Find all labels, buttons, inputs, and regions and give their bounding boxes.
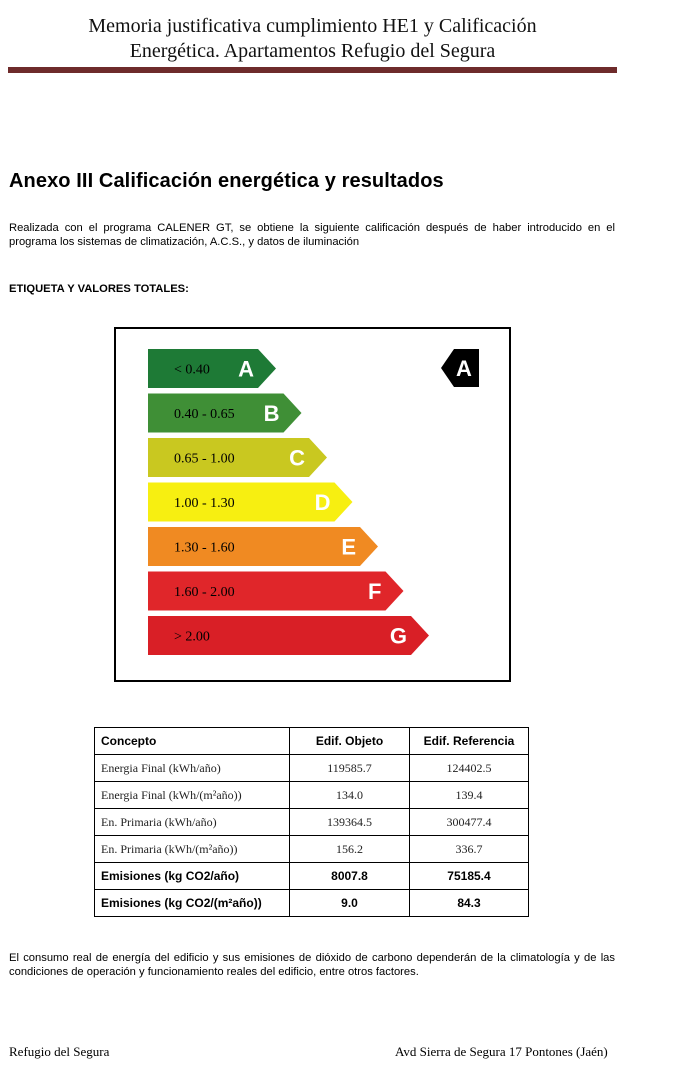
row-referencia: 124402.5 bbox=[410, 755, 529, 782]
intro-paragraph: Realizada con el programa CALENER GT, se obtiene la siguiente calificación después de haber introducido en el programa los sistemas de climatización, A.C.S., y datos de iluminación bbox=[9, 222, 615, 248]
energy-band-b bbox=[148, 394, 302, 433]
energy-band-letter: B bbox=[263, 401, 280, 426]
header-edif-referencia: Edif. Referencia bbox=[410, 728, 529, 755]
results-table bbox=[94, 727, 529, 917]
header-edif-objeto: Edif. Objeto bbox=[290, 728, 410, 755]
table-row bbox=[95, 809, 529, 836]
table-header-row bbox=[95, 728, 529, 755]
document-header bbox=[0, 14, 625, 64]
row-objeto: 9.0 bbox=[290, 890, 410, 917]
energy-band-range: < 0.40 bbox=[174, 362, 210, 378]
table-row bbox=[95, 890, 529, 917]
row-objeto: 119585.7 bbox=[290, 755, 410, 782]
row-referencia: 75185.4 bbox=[410, 863, 529, 890]
energy-band-range: 1.30 - 1.60 bbox=[174, 540, 235, 556]
energy-band-d bbox=[148, 483, 353, 522]
header-divider bbox=[8, 67, 617, 73]
row-objeto: 134.0 bbox=[290, 782, 410, 809]
energy-band-letter: C bbox=[289, 445, 305, 471]
row-referencia: 84.3 bbox=[410, 890, 529, 917]
energy-band-a bbox=[148, 349, 276, 388]
label-subheading: ETIQUETA Y VALORES TOTALES: bbox=[9, 283, 189, 295]
energy-band-letter: D bbox=[314, 490, 331, 515]
energy-band-range: 1.00 - 1.30 bbox=[174, 496, 235, 511]
footer-left: Refugio del Segura bbox=[9, 1044, 110, 1059]
section-title: Anexo III Calificación energética y resultados bbox=[9, 170, 444, 192]
row-referencia: 300477.4 bbox=[410, 809, 529, 836]
header-title-line1: Memoria justificativa cumplimiento HE1 y Calificación bbox=[88, 15, 537, 37]
table-row bbox=[95, 755, 529, 782]
energy-band-letter: A bbox=[238, 356, 254, 382]
energy-band-f bbox=[148, 572, 404, 611]
row-concept: En. Primaria (kWh/(m²año)) bbox=[95, 836, 290, 863]
energy-label bbox=[114, 327, 511, 682]
rating-letter: A bbox=[456, 356, 472, 381]
disclaimer-paragraph: El consumo real de energía del edificio y sus emisiones de dióxido de carbono dependerán de la climatología y de las condiciones de operación y funcionamiento reales del edificio, entre otros factores. bbox=[9, 952, 615, 978]
table-row bbox=[95, 863, 529, 890]
row-objeto: 139364.5 bbox=[290, 809, 410, 836]
row-concept: En. Primaria (kWh/año) bbox=[95, 809, 290, 836]
energy-band-arrow bbox=[148, 349, 276, 388]
energy-band-range: 1.60 - 2.00 bbox=[174, 585, 235, 600]
row-concept: Energia Final (kWh/(m²año)) bbox=[95, 782, 290, 809]
header-title-line2: Energética. Apartamentos Refugio del Segura bbox=[129, 40, 496, 62]
table-row bbox=[95, 782, 529, 809]
row-concept: Emisiones (kg CO2/(m²año)) bbox=[95, 890, 290, 917]
row-referencia: 336.7 bbox=[410, 836, 529, 863]
row-objeto: 156.2 bbox=[290, 836, 410, 863]
footer-right: Avd Sierra de Segura 17 Pontones (Jaén) bbox=[395, 1044, 608, 1059]
energy-band-range: 0.40 - 0.65 bbox=[174, 407, 235, 422]
table-row bbox=[95, 836, 529, 863]
energy-band-range: > 2.00 bbox=[174, 629, 210, 645]
row-concept: Emisiones (kg CO2/año) bbox=[95, 863, 290, 890]
row-concept: Energia Final (kWh/año) bbox=[95, 755, 290, 782]
energy-band-range: 0.65 - 1.00 bbox=[174, 451, 235, 467]
energy-label-graphic bbox=[116, 329, 509, 680]
energy-band-letter: F bbox=[368, 579, 382, 604]
energy-band-letter: E bbox=[341, 534, 356, 560]
rating-indicator bbox=[441, 349, 479, 387]
energy-band-c bbox=[148, 438, 327, 477]
row-referencia: 139.4 bbox=[410, 782, 529, 809]
energy-band-letter: G bbox=[389, 623, 407, 649]
header-concepto: Concepto bbox=[95, 728, 290, 755]
energy-band-e bbox=[148, 527, 378, 566]
energy-band-g bbox=[148, 616, 429, 655]
row-objeto: 8007.8 bbox=[290, 863, 410, 890]
